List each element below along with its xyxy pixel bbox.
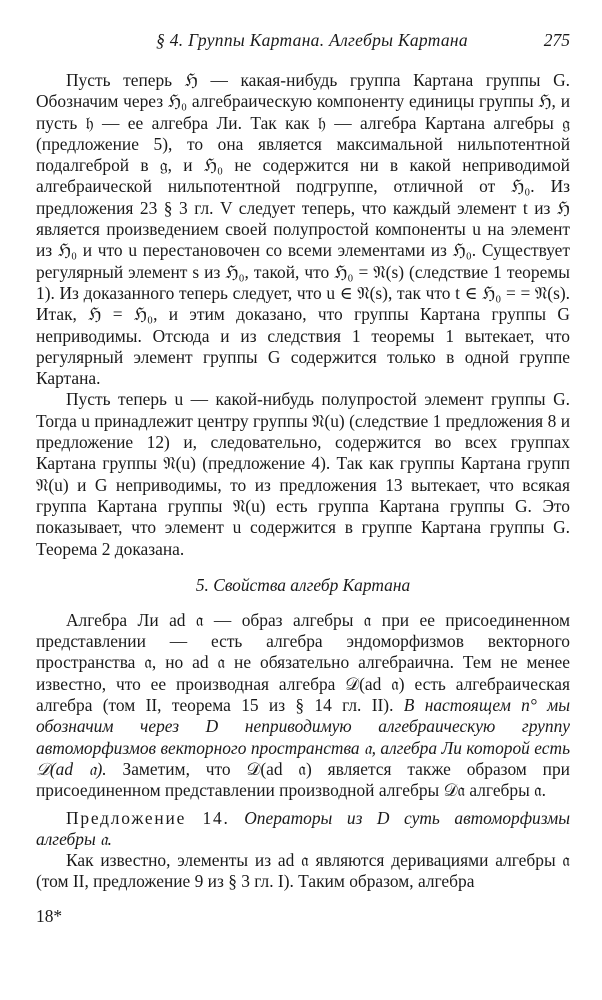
section-title: 5. Свойства алгебр Картана [195,574,411,595]
page-body [36,70,570,893]
signature-mark: 18* [36,906,63,926]
paragraph-1: Пусть теперь ℌ — какая-нибудь группа Картана группы G. Обозначим через ℌ₀ алгебраическую компоненту единицы группы ℌ, и пусть 𝔥 — ее алгебра Ли. Так как 𝔥 — алгебра Картана алгебры 𝔤 (предложение 5), то она является максимальной нильпотентной подалгеброй в 𝔤, и ℌ₀ не содержится ни в какой неприводимой алгебраической нильпотентной подгруппе, отличной от ℌ₀. Из предложения 23 § 3 гл. V следует теперь, что каждый элемент t из ℌ является произведением своей полупростой компоненты u на элемент из ℌ₀ и что u перестановочен со всеми элементами из ℌ₀. Существует регулярный элемент s из ℌ₀, такой, что ℌ₀ = 𝔑(s) (следствие 1 теоремы 1). Из доказанного теперь следует, что u ∈ 𝔑(s), так что t ∈ ℌ₀ = = 𝔑(s). Итак, ℌ = ℌ₀, и этим доказано, что группы Картана группы G неприводимы. Отсюда и из следствия 1 теоремы 1 вытекает, что регулярный элемент группы G содержится только в одной группе Картана. [36,70,570,389]
proposition-statement: Операторы из D суть автоморфизмы алгебры 𝔞. [36,807,570,849]
proposition-label: Предложение 14. [66,807,230,828]
paragraph-3-italic: В настоящем n° мы обозначим через D неприводимую алгебраическую группу автоморфизмов векторного пространства 𝔞, алгебра Ли которой есть 𝒟(ad 𝔞). [36,695,570,779]
paragraph-3-tail: Заметим, что 𝒟(ad 𝔞) является также образом при присоединенном представлении производной алгебры 𝒟𝔞 алгебры 𝔞. [36,758,570,801]
paragraph-3 [36,610,570,802]
paragraph-3-text: Алгебра Ли ad 𝔞 — образ алгебры 𝔞 при ее присоединенном представлении — есть алгебра эндоморфизмов векторного пространства 𝔞, но ad 𝔞 не обязательно алгебраична. Тем не менее известно, что ее производная алгебра 𝒟(ad 𝔞) есть алгебраическая алгебра (том II, теорема 15 из § 14 гл. II). [36,609,570,716]
paragraph-last: Как известно, элементы из ad 𝔞 являются деривациями алгебры 𝔞 (том II, предложение 9 из § 3 гл. I). Таким образом, алгебра [36,850,570,892]
running-head: § 4. Группы Картана. Алгебры Картана [156,30,468,50]
paragraph-2: Пусть теперь u — какой-нибудь полупростой элемент группы G. Тогда u принадлежит центру группы 𝔑(u) (следствие 1 предложения 8 и предложение 12) и, следовательно, содержится во всех группах Картана группы 𝔑(u) (предложение 4). Так как группы Картана групп 𝔑(u) и G неприводимы, то из предложения 13 вытекает, что всякая группа Картана группы 𝔑(u) есть группа Картана группы G. Это показывает, что элемент u содержится в группе Картана группы G. Теорема 2 доказана. [36,389,570,559]
proposition-14 [36,808,570,851]
page-header [36,28,570,52]
page-number: 275 [543,30,570,50]
